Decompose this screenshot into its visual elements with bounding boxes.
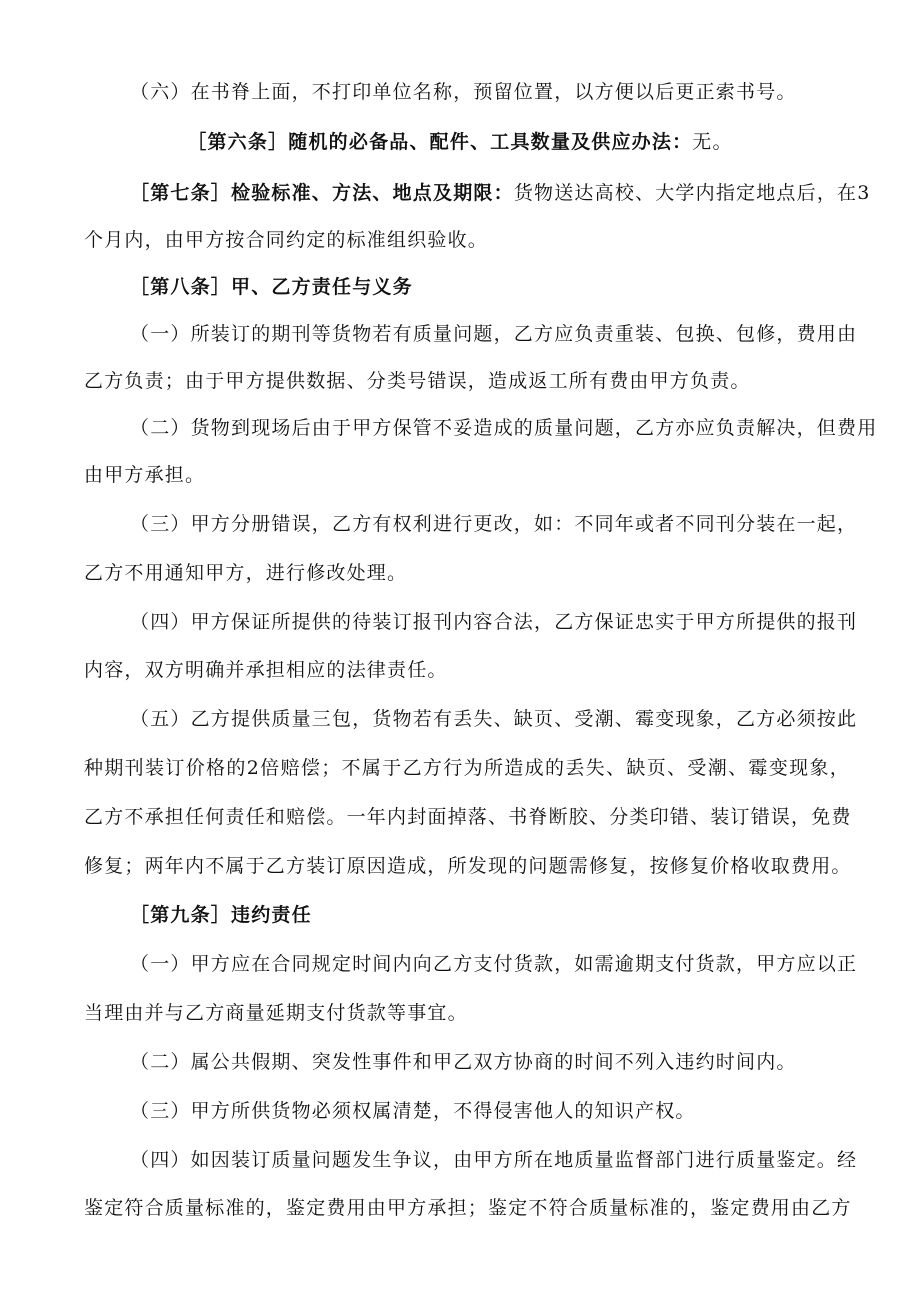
article-8-item-5-line-3: 乙方不承担任何责任和赔偿。一年内封面掉落、书脊断胶、分类印错、装订错误，免费 [84, 806, 852, 828]
article-8-item-5-line-2: 种期刊装订价格的2倍赔偿；不属于乙方行为所造成的丢失、缺页、受潮、霉变现象， [84, 757, 850, 779]
article-7-line-2: 个月内，由甲方按合同约定的标准组织验收。 [84, 229, 489, 251]
article-8-item-4-line-2: 内容，双方明确并承担相应的法律责任。 [84, 659, 448, 681]
article-8-item-4-line-1: （四）甲方保证所提供的待装订报刊内容合法，乙方保证忠实于甲方所提供的报刊 [130, 611, 858, 633]
article-8-item-5-line-4: 修复；两年内不属于乙方装订原因造成，所发现的问题需修复，按修复价格收取费用。 [84, 855, 852, 877]
article-9-item-4-line-2: 鉴定符合质量标准的，鉴定费用由甲方承担；鉴定不符合质量标准的，鉴定费用由乙方 [84, 1197, 852, 1219]
article-9-item-3: （三）甲方所供货物必须权属清楚，不得侵害他人的知识产权。 [130, 1100, 696, 1122]
article-9-item-2: （二）属公共假期、突发性事件和甲乙双方协商的时间不列入违约时间内。 [130, 1051, 797, 1073]
article-8-item-1-line-1: （一）所装订的期刊等货物若有质量问题，乙方应负责重装、包换、包修，费用由 [130, 323, 858, 345]
article-9-heading: ［第九条］违约责任 [130, 904, 312, 926]
article-8-item-5-line-1: （五）乙方提供质量三包，货物若有丢失、缺页、受潮、霉变现象，乙方必须按此 [130, 708, 858, 730]
article-6-paragraph [0, 130, 920, 154]
article-6-body: 无。 [692, 131, 733, 153]
article-8-item-3-line-2: 乙方不用通知甲方，进行修改处理。 [84, 562, 408, 584]
article-7-body-1: 货物送达高校、大学内指定地点后，在3 [513, 182, 871, 204]
article-7-line-1 [130, 181, 871, 205]
item-6-text: （六）在书脊上面，不打印单位名称，预留位置，以方便以后更正索书号。 [130, 81, 797, 103]
article-9-item-1-line-2: 当理由并与乙方商量延期支付货款等事宜。 [84, 1002, 468, 1024]
article-8-heading: ［第八条］甲、乙方责任与义务 [130, 276, 413, 298]
article-8-item-3-line-1: （三）甲方分册错误，乙方有权利进行更改，如：不同年或者不同刊分装在一起， [130, 513, 858, 535]
article-9-item-4-line-1: （四）如因装订质量问题发生争议，由甲方所在地质量监督部门进行质量鉴定。经 [130, 1149, 858, 1171]
article-8-item-1-line-2: 乙方负责；由于甲方提供数据、分类号错误，造成返工所有费由甲方负责。 [84, 370, 751, 392]
article-7-heading: ［第七条］检验标准、方法、地点及期限： [130, 182, 514, 204]
article-9-item-1-line-1: （一）甲方应在合同规定时间内向乙方支付货款，如需逾期支付货款，甲方应以正 [130, 953, 858, 975]
article-8-item-2-line-2: 由甲方承担。 [84, 464, 206, 486]
article-6-heading: ［第六条］随机的必备品、配件、工具数量及供应办法： [187, 131, 693, 153]
article-8-item-2-line-1: （二）货物到现场后由于甲方保管不妥造成的质量问题，乙方亦应负责解决，但费用 [130, 417, 878, 439]
